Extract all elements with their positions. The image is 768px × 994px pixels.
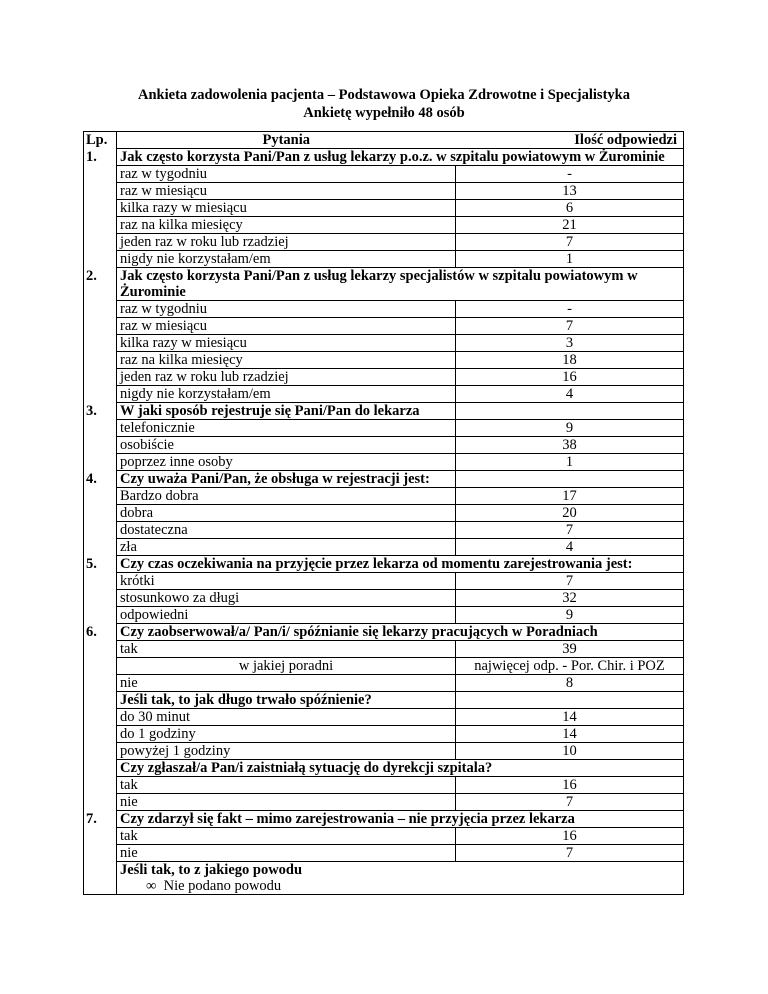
answer-row (84, 709, 684, 726)
answer-row (84, 183, 684, 200)
question-row (84, 811, 684, 828)
answer-label: raz w miesiącu (117, 183, 456, 200)
question-text: Jak często korzysta Pani/Pan z usług lekarzy specjalistów w szpitalu powiatowym w Żurominie (117, 268, 684, 301)
subquestion-row (84, 760, 684, 777)
reason-row (84, 862, 684, 895)
question-text: Czy uważa Pani/Pan, że obsługa w rejestracji jest: (117, 471, 456, 488)
answer-label: odpowiedni (117, 607, 456, 624)
question-number: 3. (84, 403, 117, 420)
answer-label: nie (117, 675, 456, 692)
answer-label: nie (117, 845, 456, 862)
answer-label: raz w tygodniu (117, 301, 456, 318)
answer-count: - (456, 301, 684, 318)
answer-row (84, 658, 684, 675)
answer-row (84, 369, 684, 386)
question-number: 2. (84, 268, 117, 301)
answer-row (84, 743, 684, 760)
answer-count: 7 (456, 573, 684, 590)
answer-count: 21 (456, 217, 684, 234)
answer-row (84, 607, 684, 624)
answer-label: powyżej 1 godziny (117, 743, 456, 760)
answer-count: 14 (456, 726, 684, 743)
survey-table (83, 131, 684, 895)
answer-label: osobiście (117, 437, 456, 454)
question-text: W jaki sposób rejestruje się Pani/Pan do lekarza (117, 403, 456, 420)
answer-count: 18 (456, 352, 684, 369)
subquestion-text: Jeśli tak, to jak długo trwało spóźnienie? (117, 692, 456, 709)
question-row (84, 268, 684, 301)
answer-label: raz w miesiącu (117, 318, 456, 335)
subquestion-text: Czy zgłaszał/a Pan/i zaistniałą sytuację do dyrekcji szpitala? (117, 760, 684, 777)
answer-label: nigdy nie korzystałam/em (117, 251, 456, 268)
answer-row (84, 828, 684, 845)
answer-count: 20 (456, 505, 684, 522)
answer-count: 8 (456, 675, 684, 692)
question-row (84, 556, 684, 573)
answer-count: 4 (456, 386, 684, 403)
answer-label: do 30 minut (117, 709, 456, 726)
answer-label: nie (117, 794, 456, 811)
answer-row (84, 352, 684, 369)
question-text: Czy zaobserwował/a/ Pan/i/ spóźnianie się lekarzy pracujących w Poradniach (117, 624, 684, 641)
answer-count: 7 (456, 845, 684, 862)
answer-row (84, 590, 684, 607)
answer-row (84, 641, 684, 658)
answer-row (84, 420, 684, 437)
answer-count: 9 (456, 420, 684, 437)
question-text: Czy zdarzył się fakt – mimo zarejestrowania – nie przyjęcia przez lekarza (117, 811, 684, 828)
question-text: Jak często korzysta Pani/Pan z usług lekarzy p.o.z. w szpitalu powiatowym w Żurominie (117, 149, 684, 166)
answer-count: 14 (456, 709, 684, 726)
answer-row (84, 335, 684, 352)
answer-label: kilka razy w miesiącu (117, 200, 456, 217)
answer-row (84, 251, 684, 268)
answer-label: zła (117, 539, 456, 556)
answer-label: jeden raz w roku lub rzadziej (117, 369, 456, 386)
answer-detail: najwięcej odp. - Por. Chir. i POZ (456, 658, 684, 675)
answer-count: 38 (456, 437, 684, 454)
answer-count: 3 (456, 335, 684, 352)
answer-count: 39 (456, 641, 684, 658)
question-row (84, 149, 684, 166)
header-lp: Lp. (84, 132, 117, 149)
question-number: 1. (84, 149, 117, 166)
answer-row (84, 454, 684, 471)
answer-label: dobra (117, 505, 456, 522)
answer-count: 16 (456, 777, 684, 794)
answer-label: telefonicznie (117, 420, 456, 437)
answer-count: 7 (456, 794, 684, 811)
answer-label: stosunkowo za długi (117, 590, 456, 607)
question-row (84, 624, 684, 641)
answer-count: 7 (456, 234, 684, 251)
header-pytania: Pytania (117, 132, 456, 149)
answer-label: raz na kilka miesięcy (117, 217, 456, 234)
document-title: Ankieta zadowolenia pacjenta – Podstawowa Opieka Zdrowotne i Specjalistyka (138, 87, 630, 103)
answer-label: raz w tygodniu (117, 166, 456, 183)
answer-count: 4 (456, 539, 684, 556)
answer-row (84, 166, 684, 183)
reason-cell (117, 862, 684, 895)
answer-count: 10 (456, 743, 684, 760)
answer-row (84, 845, 684, 862)
answer-label: dostateczna (117, 522, 456, 539)
answer-count: 1 (456, 454, 684, 471)
answer-row (84, 488, 684, 505)
answer-label: jeden raz w roku lub rzadziej (117, 234, 456, 251)
answer-count: 16 (456, 369, 684, 386)
answer-label: poprzez inne osoby (117, 454, 456, 471)
subquestion-row (84, 692, 684, 709)
answer-count: 7 (456, 318, 684, 335)
answer-count: 16 (456, 828, 684, 845)
infinity-bullet-icon: ∞ (146, 878, 157, 894)
header-row (84, 132, 684, 149)
header-ilosc: Ilość odpowiedzi (456, 132, 684, 149)
answer-row (84, 234, 684, 251)
answer-count: 32 (456, 590, 684, 607)
answer-row (84, 675, 684, 692)
question-number: 5. (84, 556, 117, 573)
answer-label: raz na kilka miesięcy (117, 352, 456, 369)
answer-label: tak (117, 777, 456, 794)
answer-label: w jakiej poradni (117, 658, 456, 675)
reason-item (120, 878, 680, 894)
answer-row (84, 301, 684, 318)
question-number: 4. (84, 471, 117, 488)
document-header (0, 86, 768, 122)
answer-row (84, 217, 684, 234)
answer-row (84, 794, 684, 811)
answer-row (84, 200, 684, 217)
reason-title: Jeśli tak, to z jakiego powodu (120, 862, 303, 878)
answer-label: tak (117, 828, 456, 845)
answer-row (84, 539, 684, 556)
question-number: 7. (84, 811, 117, 828)
question-text: Czy czas oczekiwania na przyjęcie przez lekarza od momentu zarejestrowania jest: (117, 556, 684, 573)
answer-row (84, 726, 684, 743)
answer-count: 17 (456, 488, 684, 505)
answer-label: Bardzo dobra (117, 488, 456, 505)
answer-count: 9 (456, 607, 684, 624)
answer-row (84, 777, 684, 794)
answer-label: do 1 godziny (117, 726, 456, 743)
answer-count: - (456, 166, 684, 183)
document-subtitle: Ankietę wypełniło 48 osób (303, 105, 465, 121)
answer-label: nigdy nie korzystałam/em (117, 386, 456, 403)
answer-label: tak (117, 641, 456, 658)
answer-row (84, 522, 684, 539)
answer-count: 6 (456, 200, 684, 217)
answer-count: 7 (456, 522, 684, 539)
question-row (84, 471, 684, 488)
answer-count: 1 (456, 251, 684, 268)
answer-row (84, 505, 684, 522)
answer-row (84, 573, 684, 590)
answer-row (84, 318, 684, 335)
reason-text: Nie podano powodu (163, 878, 282, 894)
answer-row (84, 437, 684, 454)
answer-row (84, 386, 684, 403)
question-row (84, 403, 684, 420)
answer-label: krótki (117, 573, 456, 590)
answer-count: 13 (456, 183, 684, 200)
question-number: 6. (84, 624, 117, 641)
answer-label: kilka razy w miesiącu (117, 335, 456, 352)
